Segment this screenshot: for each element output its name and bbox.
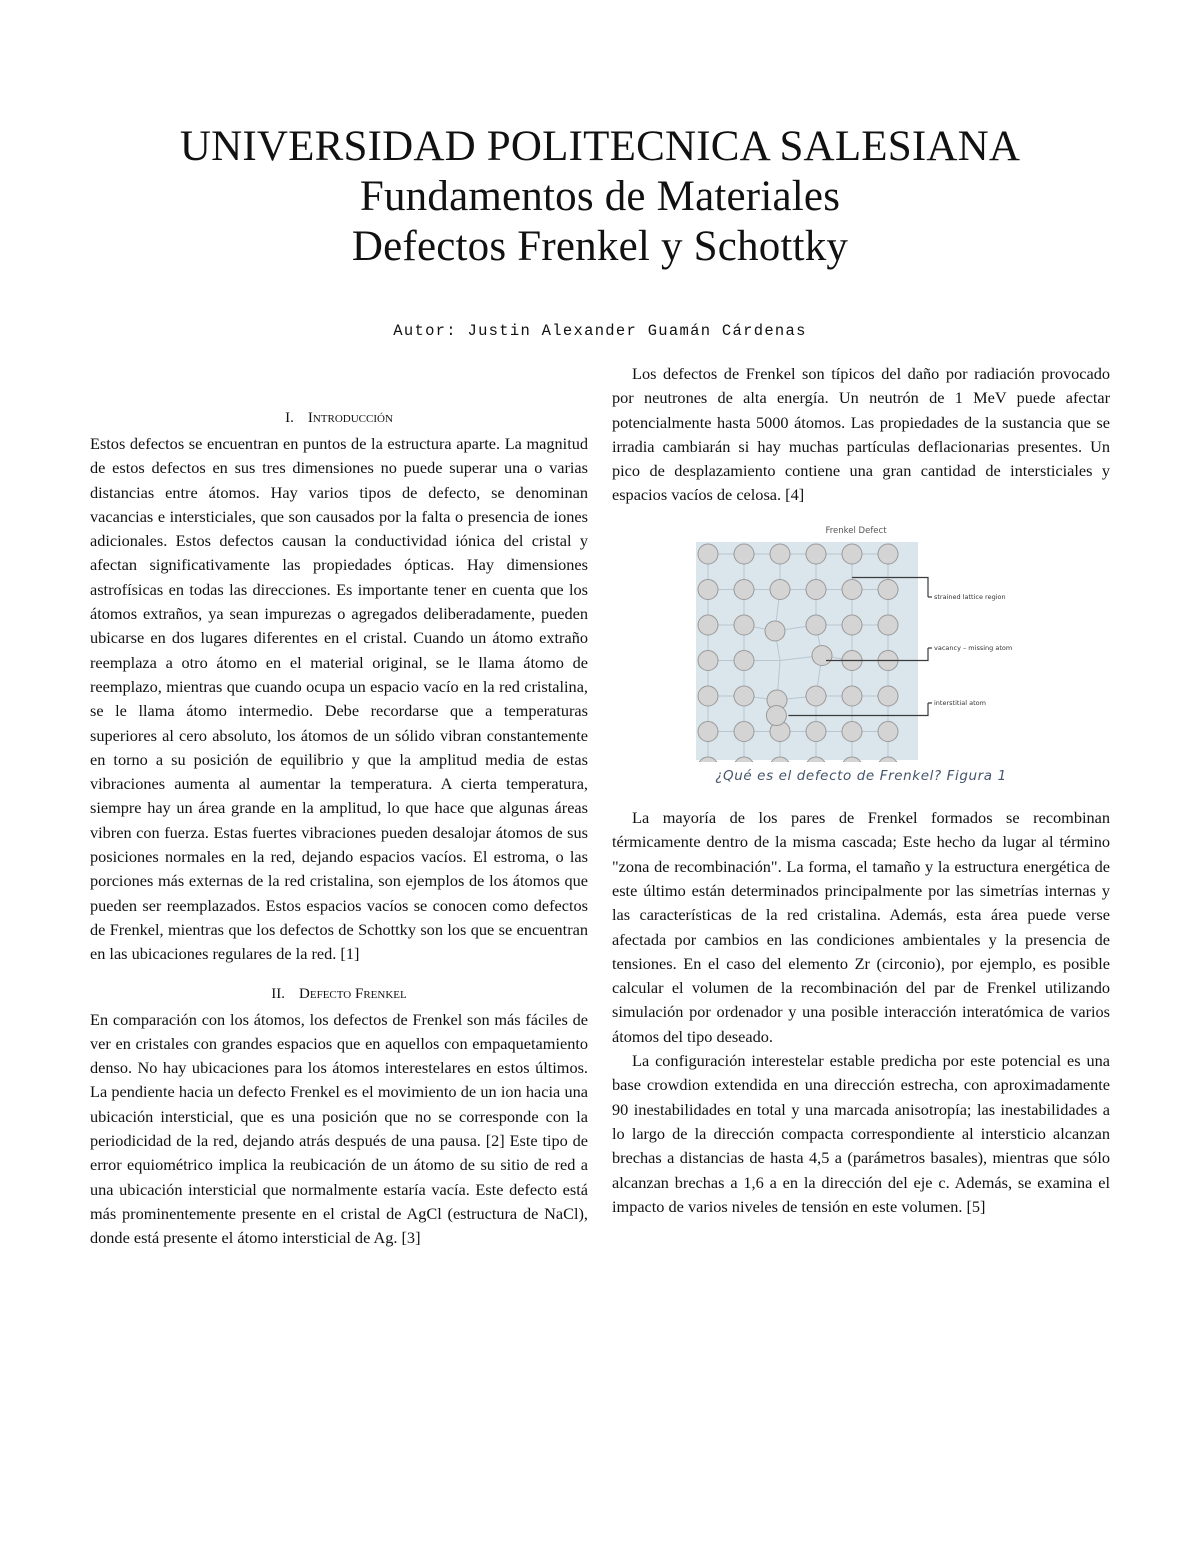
lattice-atom: [806, 579, 826, 599]
lattice-atom: [806, 615, 826, 635]
lattice-atom: [734, 615, 754, 635]
intro-paragraph: Estos defectos se encuentran en puntos de la estructura aparte. La magnitud de estos defectos en sus tres dimensiones no puede superar una o varias distancias entre átomos. Hay varios tipos de defecto, se denominan vacancias e intersticiales, que son causados por la falta o presencia de iones adicionales. Estos defectos causan la conductividad iónica del cristal y afectan significativamente las propiedades ópticas. Hay dimensiones astrofísicas en todas las direcciones. Es importante tener en cuenta que los átomos extraños, ya sean impurezas o agregados deliberadamente, pueden ubicarse en dos lugares diferentes en el cristal. Cuando un átomo extraño reemplaza a otro átomo en el material original, se le llama átomo de reemplazo, mientras que cuando ocupa un espacio vacío en la red cristalina, se le llama átomo intermedio. Debe recordarse que a temperaturas superiores al cero absoluto, los átomos de un sólido vibran constantemente en torno a su posición de equilibrio y que la amplitud media de estas vibraciones aumenta al aumentar la temperatura. A cierta temperatura, siempre hay un área grande en la amplitud, lo que hace que algunas áreas vibren con fuerza. Estas fuertes vibraciones pueden desalojar átomos de sus posiciones normales en la red, dejando espacios vacíos. El estroma, o las porciones más externas de la red cristalina, son ejemplos de los átomos que pueden ser reemplazados. Estos espacios vacíos se conocen como defectos de Frenkel, mientras que los defectos de Schottky son los que se encuentran en las ubicaciones regulares de la red. [1]: [90, 434, 588, 964]
author-line: Autor: Justin Alexander Guamán Cárdenas: [393, 322, 807, 340]
crowdion-paragraph: La configuración interestelar estable predicha por este potencial es una base crowdion extendida en una dirección estrecha, con aproximadamente 90 inestabilidades en total y una marcada anisotropía; las inestabilidades a lo largo de la dirección compacta correspondiente al intersticio alcanzan brechas a distancias de hasta 4,5 a (parámetros basales), mientras que sólo alcanzan brechas a 1,6 a en la dirección del eje c. Además, se examina el impacto de varios niveles de tensión en este volumen. [5]: [612, 1051, 1110, 1216]
lattice-atom: [878, 615, 898, 635]
lattice-atom: [842, 721, 862, 741]
lattice-atom: [770, 544, 790, 564]
label-strained-lattice: strained lattice region: [934, 592, 1006, 601]
lattice-atom: [842, 615, 862, 635]
radiation-paragraph: Los defectos de Frenkel son típicos del daño por radiación provocado por neutrones de alta energía. Un neutrón de 1 MeV puede afectar potencialmente hasta 5000 átomos. Las propiedades de la sustancia que se irradia cambiarán si hay muchas partículas deflacionarias presentes. Un pico de desplazamiento contiene una gran cantidad de intersticiales y espacios vacíos de celosa. [4]: [612, 364, 1110, 505]
title-university: UNIVERSIDAD POLITECNICA SALESIANA: [179, 123, 1021, 170]
lattice-atom: [878, 686, 898, 706]
title-topic: Defectos Frenkel y Schottky: [351, 223, 849, 270]
recombination-paragraph: La mayoría de los pares de Frenkel formados se recombinan térmicamente dentro de la misma cascada; Este hecho da lugar al término "zona de recombinación". La forma, el tamaño y la estructura energética de este último están determinados principalmente por las simetrías internas y las características de la red cristalina. Además, esta área puede verse afectada por cambios en las condiciones ambientales y la presencia de tensiones. En el caso del elemento Zr (circonio), por ejemplo, es posible calcular el volumen de la recombinación del par de Frenkel utilizando simulación por ordenador y una posible interacción interatómica de varios átomos del tipo deseado.: [612, 808, 1110, 1046]
lattice-atom: [698, 686, 718, 706]
lattice-atom: [698, 615, 718, 635]
label-interstitial: interstitial atom: [934, 698, 986, 707]
section-title: Introducción: [307, 410, 393, 426]
lattice-atom: [770, 579, 790, 599]
lattice-atom: [878, 544, 898, 564]
right-column: [612, 362, 1110, 1219]
section-heading-intro: [90, 408, 588, 428]
lattice-atom: [812, 645, 832, 665]
figure-caption: ¿Qué es el defecto de Frenkel? Figura 1: [715, 767, 1007, 784]
interstitial-atom: [766, 705, 786, 725]
left-column: [90, 362, 588, 1251]
lattice-atom: [698, 721, 718, 741]
lattice-atom: [734, 579, 754, 599]
lattice-atom: [734, 721, 754, 741]
lattice-atom: [734, 544, 754, 564]
lattice-atom: [765, 621, 785, 641]
figure-title: Frenkel Defect: [825, 525, 887, 536]
section-number: I.: [285, 410, 294, 426]
lattice-atom: [806, 686, 826, 706]
lattice-atom: [878, 721, 898, 741]
lattice-atom: [698, 650, 718, 670]
lattice-atom: [842, 579, 862, 599]
title-block: [0, 122, 1200, 272]
frenkel-figure: [612, 524, 1110, 788]
section-number: II.: [271, 985, 286, 1002]
frenkel-paragraph: En comparación con los átomos, los defectos de Frenkel son más fáciles de ver en cristales con grandes espacios que en aquellos con empaquetamiento denso. No hay ubicaciones para los átomos interestelares en estos últimos. La pendiente hacia un defecto Frenkel es el movimiento de un ion hacia una ubicación intersticial, que es una posición que no se corresponde con la periodicidad de la red, dejando atrás después de una pausa. [2] Este tipo de error equiométrico implica la reubicación de un átomo de su sitio de red a una ubicación intersticial que normalmente estaría vacía. Este defecto está más prominentemente presente en el cristal de AgCl (estructura de NaCl), donde está presente el átomo intersticial de Ag. [3]: [90, 1009, 588, 1248]
frenkel-diagram: [696, 524, 1026, 762]
title-course: Fundamentos de Materiales: [359, 173, 841, 220]
section-heading-frenkel: [90, 984, 588, 1004]
section-title: Defecto Frenkel: [299, 985, 407, 1002]
lattice-atom: [806, 721, 826, 741]
lattice-atom: [878, 579, 898, 599]
lattice-atom: [734, 650, 754, 670]
lattice-atom: [698, 544, 718, 564]
lattice-atom: [806, 544, 826, 564]
lattice-atom: [842, 686, 862, 706]
lattice-atom: [698, 579, 718, 599]
lattice-atom: [734, 686, 754, 706]
label-vacancy: vacancy – missing atom: [934, 643, 1013, 652]
lattice-atom: [842, 544, 862, 564]
